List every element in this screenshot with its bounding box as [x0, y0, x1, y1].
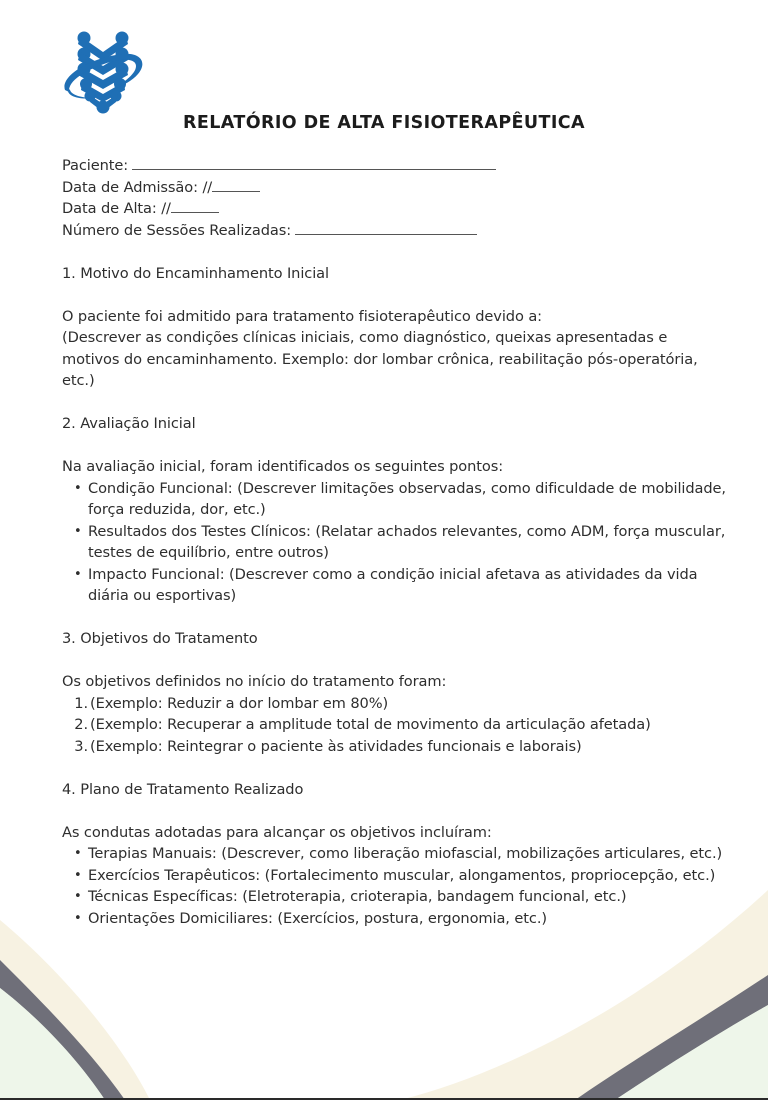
list-item: • Condição Funcional: (Descrever limitações observadas, como dificuldade de mobilidade, força reduzida, dor, etc.): [72, 478, 732, 521]
admission-date-label: Data de Admissão: //: [62, 178, 213, 196]
list-item: • Exercícios Terapêuticos: (Fortalecimento muscular, alongamentos, propriocepção, etc.): [72, 865, 732, 887]
admission-date-field: [62, 177, 732, 199]
list-item: • Orientações Domiciliares: (Exercícios, postura, ergonomia, etc.): [72, 908, 732, 930]
admission-date-blank[interactable]: [212, 178, 260, 192]
document-body: [62, 155, 732, 929]
patient-label: Paciente:: [62, 157, 129, 174]
section-4-title: 4. Plano de Tratamento Realizado: [62, 780, 304, 798]
section-1-body: (Descrever as condições clínicas iniciais, como diagnóstico, queixas apresentadas e motivos do encaminhamento. Exemplo: dor lombar crônica, reabilitação pós-operatória, etc.): [62, 329, 698, 389]
sessions-label: Número de Sessões Realizadas:: [62, 221, 292, 239]
list-item: • Resultados dos Testes Clínicos: (Relatar achados relevantes, como ADM, força muscular, testes de equilíbrio, entre outros): [72, 521, 732, 564]
sessions-field: [62, 220, 732, 242]
list-number: 2.: [74, 716, 88, 733]
section-2-title: 2. Avaliação Inicial: [62, 415, 196, 432]
list-number: 1.: [74, 694, 88, 712]
list-text: (Exemplo: Reintegrar o paciente às atividades funcionais e laborais): [90, 737, 582, 755]
spine-logo-icon: [60, 28, 146, 116]
section-1-title: 1. Motivo do Encaminhamento Inicial: [62, 264, 329, 282]
section-3-list: [62, 693, 732, 758]
discharge-date-field: [62, 198, 732, 220]
list-item: • Terapias Manuais: (Descrever, como liberação miofascial, mobilizações articulares, etc.): [72, 843, 732, 865]
sessions-blank[interactable]: [295, 221, 477, 235]
list-number: 3.: [74, 737, 88, 755]
section-2-list: [62, 478, 732, 607]
document-title: RELATÓRIO DE ALTA FISIOTERAPÊUTICA: [183, 113, 585, 133]
section-2-intro: Na avaliação inicial, foram identificados os seguintes pontos:: [62, 458, 504, 475]
list-text: (Exemplo: Reduzir a dor lombar em 80%): [90, 694, 389, 712]
section-4-intro: As condutas adotadas para alcançar os objetivos incluíram:: [62, 823, 492, 841]
section-3-title: 3. Objetivos do Tratamento: [62, 630, 258, 647]
list-text: (Exemplo: Recuperar a amplitude total de movimento da articulação afetada): [90, 716, 651, 733]
patient-field: [62, 155, 732, 177]
decorative-waves: [0, 880, 768, 1100]
list-item: • Impacto Funcional: (Descrever como a condição inicial afetava as atividades da vida diária ou esportivas): [72, 564, 732, 607]
list-item: [74, 693, 732, 715]
list-item: [74, 736, 732, 758]
section-3-intro: Os objetivos definidos no início do tratamento foram:: [62, 673, 447, 690]
discharge-date-label: Data de Alta: //: [62, 200, 171, 217]
discharge-date-blank[interactable]: [171, 199, 219, 213]
list-item: • Técnicas Específicas: (Eletroterapia, crioterapia, bandagem funcional, etc.): [72, 886, 732, 908]
patient-blank[interactable]: [132, 156, 496, 170]
list-item: [74, 714, 732, 736]
section-1-intro: O paciente foi admitido para tratamento fisioterapêutico devido a:: [62, 307, 542, 325]
